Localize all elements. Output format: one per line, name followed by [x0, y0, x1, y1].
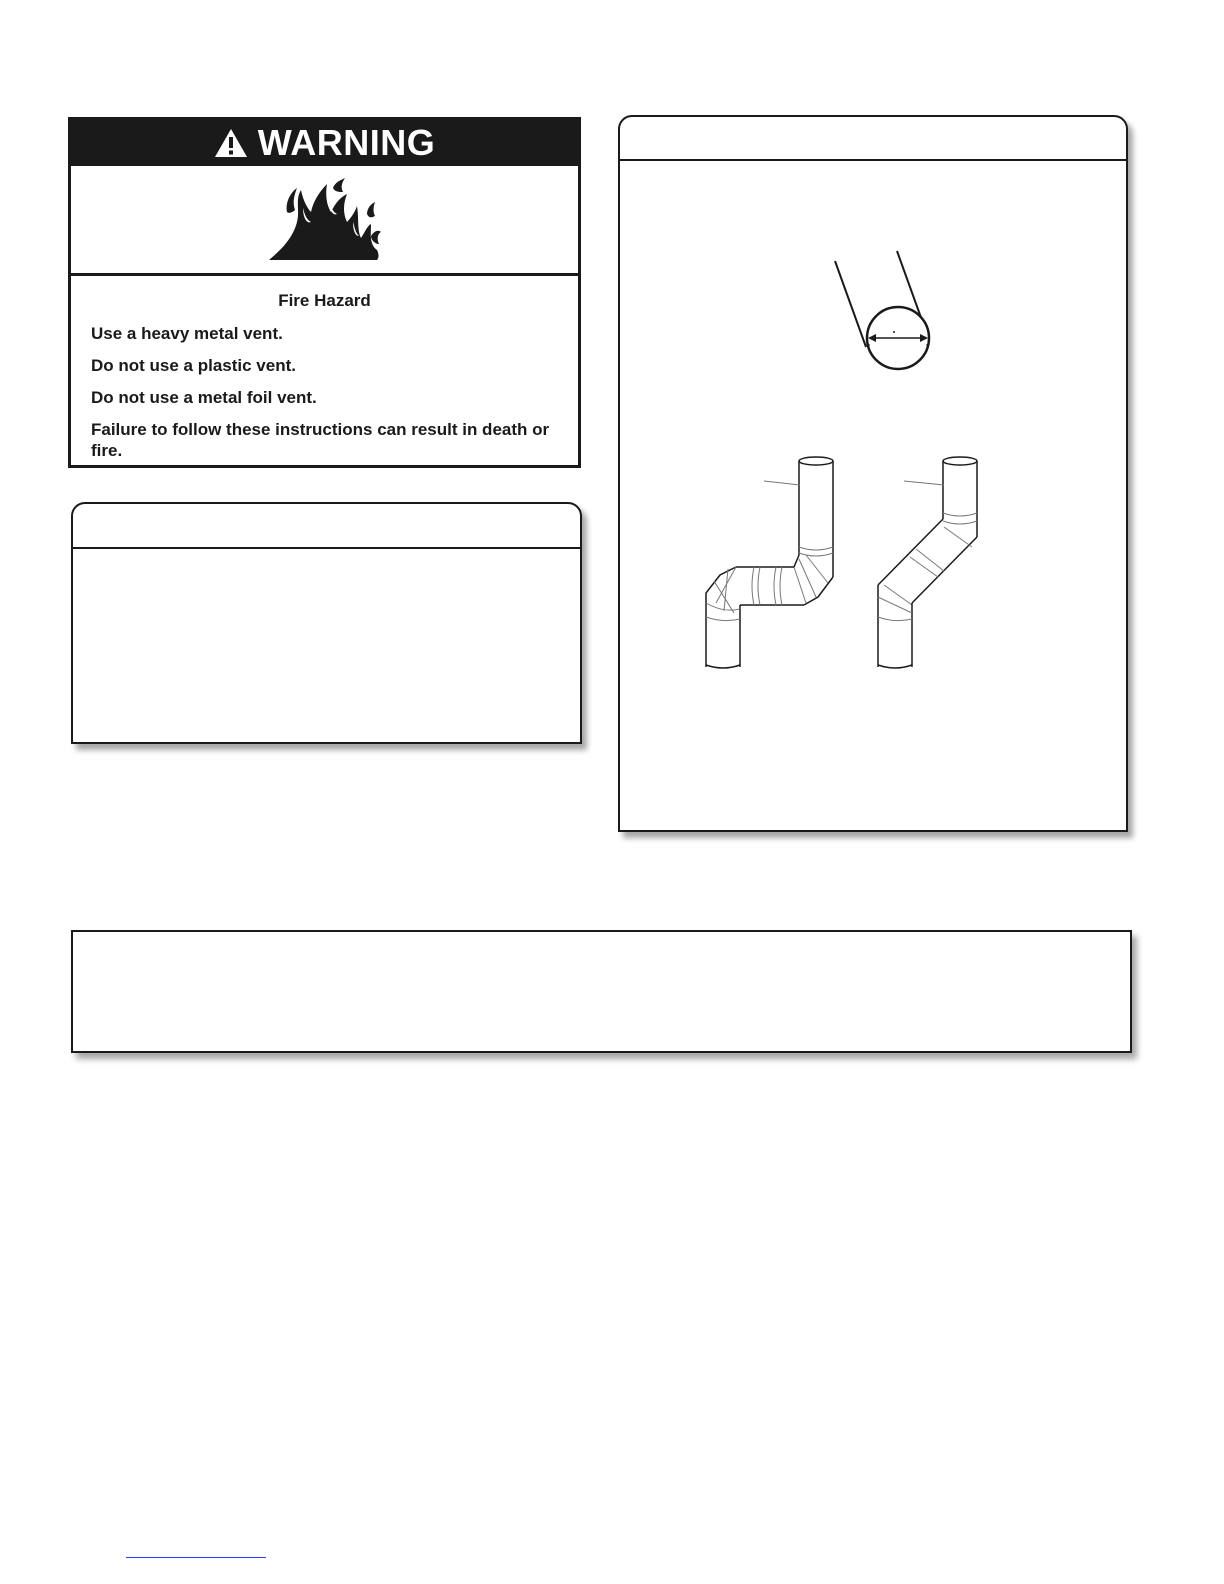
elbow-vent-illustration [688, 453, 848, 675]
warning-line: Do not use a metal foil vent. [91, 388, 317, 407]
footer-link-underline[interactable] [126, 1557, 266, 1558]
vent-illustration-panel [618, 115, 1128, 832]
panel-header-rule [73, 547, 580, 549]
fire-icon [267, 178, 383, 262]
warning-header [71, 120, 578, 166]
warning-header-label: WARNING [257, 122, 436, 163]
hazard-title: Fire Hazard [278, 291, 371, 310]
info-panel-left [71, 502, 582, 744]
panel-header-rule [620, 159, 1126, 161]
warning-icon-area [71, 166, 578, 276]
warning-text [71, 276, 578, 461]
fire-hazard-warning [68, 117, 581, 468]
vent-diameter-illustration [832, 247, 936, 373]
warning-line: Use a heavy metal vent. [91, 324, 283, 343]
warning-triangle-icon [214, 128, 248, 158]
warning-line: Failure to follow these instructions can result in death or fire. [91, 420, 550, 460]
offset-vent-illustration [860, 453, 990, 675]
warning-line: Do not use a plastic vent. [91, 356, 296, 375]
info-panel-bottom [71, 930, 1132, 1053]
